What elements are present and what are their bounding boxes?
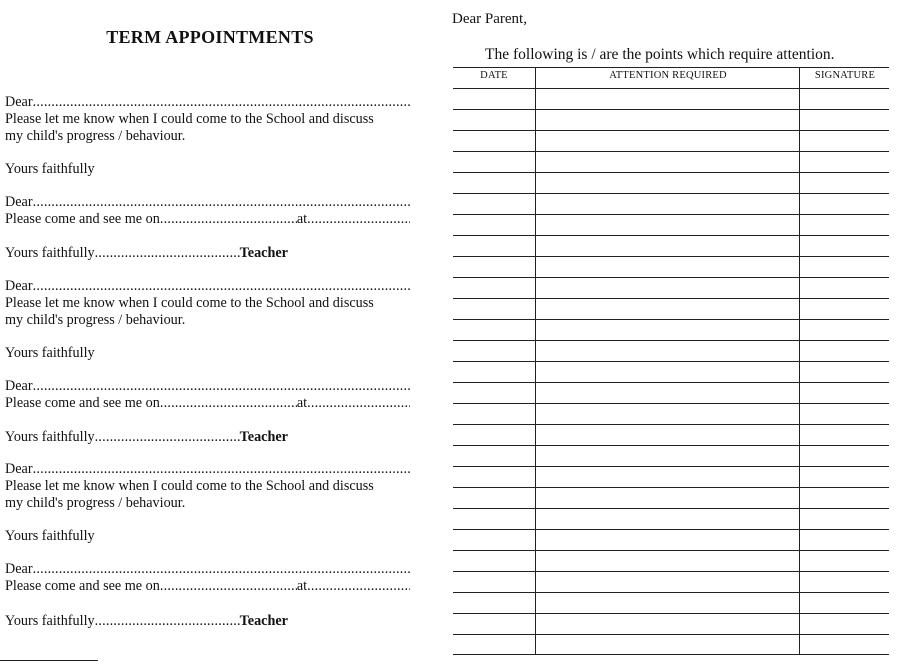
table-row-rule [453,403,889,404]
date-dotted-field[interactable] [160,578,297,595]
table-row-rule [453,487,889,488]
table-row-rule [453,130,889,131]
name-dotted-field[interactable] [33,461,410,478]
closing-text: Yours faithfully [5,429,95,445]
header-signature: SIGNATURE [814,70,876,81]
teacher-signoff [5,613,410,630]
at-label: at [296,395,308,411]
name-dotted-field[interactable] [33,278,410,295]
dear-label: Dear [5,461,33,477]
come-label: Please come and see me on [5,578,160,594]
letter-request-3 [5,461,410,512]
signature-dotted-field[interactable] [95,429,240,446]
name-dotted-field[interactable] [33,561,410,578]
table-row-rule [453,382,889,383]
time-dotted-field[interactable] [307,395,410,412]
teacher-label: Teacher [239,245,288,261]
teacher-label: Teacher [239,429,288,445]
table-row-rule [453,235,889,236]
letter-request-2 [5,278,410,329]
letter-invite-1 [5,194,410,228]
closing-text: Yours faithfully [5,345,95,361]
at-label: at [296,578,308,594]
table-row-rule [453,571,889,572]
come-label: Please come and see me on [5,395,160,411]
dear-label: Dear [5,194,33,210]
table-row-rule [453,361,889,362]
letter-invite-2 [5,378,410,412]
table-bottom-rule [453,654,889,655]
letter-invite-3 [5,561,410,595]
table-row-rule [453,193,889,194]
at-label: at [296,211,308,227]
time-dotted-field[interactable] [307,578,410,595]
table-row-rule [453,319,889,320]
header-date: DATE [480,70,508,81]
closing-text: Yours faithfully [5,245,95,261]
time-dotted-field[interactable] [307,211,410,228]
date-dotted-field[interactable] [160,395,297,412]
table-row-rule [453,214,889,215]
dear-label: Dear [5,378,33,394]
greeting: Dear Parent, [452,11,527,27]
table-row-rule [453,256,889,257]
name-dotted-field[interactable] [33,194,410,211]
request-line-2: my child's progress / behaviour. [5,312,186,328]
request-line-1: Please let me know when I could come to the School and discuss [5,295,374,311]
closing-text: Yours faithfully [5,613,95,629]
teacher-signoff [5,429,410,446]
teacher-label: Teacher [239,613,288,629]
table-row-rule [453,613,889,614]
table-row-rule [453,529,889,530]
table-row-rule [453,340,889,341]
letter-request-1 [5,94,410,145]
date-dotted-field[interactable] [160,211,297,228]
table-row-rule [453,508,889,509]
name-dotted-field[interactable] [33,378,410,395]
table-row-rule [453,172,889,173]
dear-label: Dear [5,278,33,294]
table-row-rule [453,277,889,278]
dear-label: Dear [5,561,33,577]
request-line-2: my child's progress / behaviour. [5,128,186,144]
table-row-rule [453,466,889,467]
table-row-rule [453,445,889,446]
come-label: Please come and see me on [5,211,160,227]
table-row-rule [453,151,889,152]
table-row-rule [453,634,889,635]
header-attention-required: ATTENTION REQUIRED [609,70,727,81]
attention-table [453,67,889,655]
name-dotted-field[interactable] [33,94,410,111]
table-top-rule [453,67,889,68]
request-line-1: Please let me know when I could come to the School and discuss [5,111,374,127]
dear-label: Dear [5,94,33,110]
closing-text: Yours faithfully [5,161,95,177]
table-row-rule [453,88,889,89]
table-row-rule [453,298,889,299]
closing-text: Yours faithfully [5,528,95,544]
signature-dotted-field[interactable] [95,613,240,630]
footer-rule [0,660,98,661]
request-line-2: my child's progress / behaviour. [5,495,186,511]
table-row-rule [453,550,889,551]
page-title: TERM APPOINTMENTS [106,27,314,47]
request-line-1: Please let me know when I could come to the School and discuss [5,478,374,494]
teacher-signoff [5,245,410,262]
table-row-rule [453,109,889,110]
intro-text: The following is / are the points which require attention. [485,46,835,63]
table-row-rule [453,592,889,593]
table-row-rule [453,424,889,425]
signature-dotted-field[interactable] [95,245,240,262]
